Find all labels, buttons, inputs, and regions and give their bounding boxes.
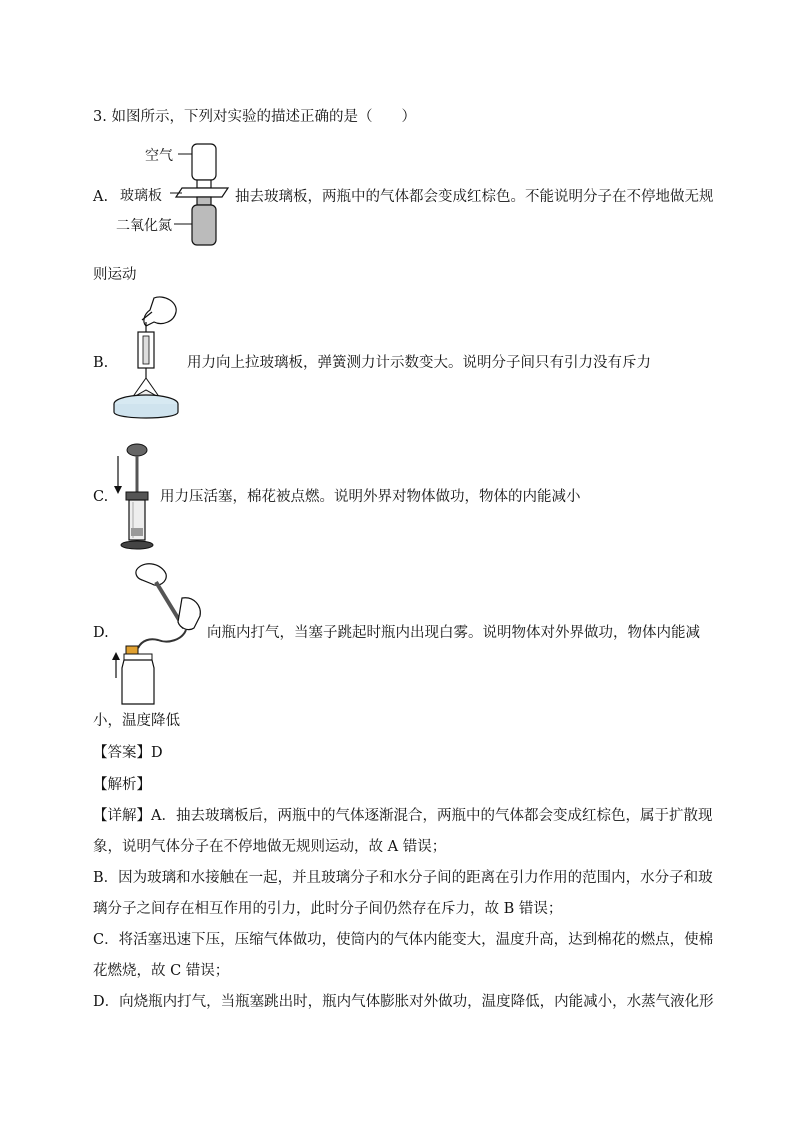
analysis-title: 【解析】	[93, 777, 151, 793]
analysis-line-1: 【详解】A．抽去玻璃板后，两瓶中的气体逐渐混合，两瓶中的气体都会变成红棕色，属于扩散现	[93, 808, 713, 824]
option-b-text: 用力向上拉玻璃板，弹簧测力计示数变大。说明分子间只有引力没有斥力	[187, 355, 651, 371]
option-d-text-line2: 小，温度降低	[93, 713, 180, 729]
answer: 【答案】D	[93, 745, 163, 761]
analysis-line-4: 璃分子之间存在相互作用的引力，此时分子间仍然存在斥力，故 B 错误；	[93, 901, 563, 917]
spring-scale-figure	[112, 292, 184, 430]
piston-cylinder-figure	[112, 442, 158, 552]
option-d-text-line1: 向瓶内打气，当塞子跳起时瓶内出现白雾。说明物体对外界做功，物体内能减	[207, 625, 700, 641]
question-stem: 3. 如图所示，下列对实验的描述正确的是（ ）	[93, 109, 416, 125]
pump-bottle-figure	[112, 558, 206, 710]
option-d-letter: D.	[93, 625, 109, 641]
option-c-text: 用力压活塞，棉花被点燃。说明外界对物体做功，物体的内能减小	[160, 489, 581, 505]
analysis-line-3: B．因为玻璃和水接触在一起，并且玻璃分子和水分子间的距离在引力作用的范围内，水分子和玻	[93, 870, 713, 886]
analysis-line-6: 花燃烧，故 C 错误；	[93, 963, 230, 979]
option-a-letter: A.	[93, 189, 109, 205]
label-glass-plate: 玻璃板	[120, 188, 162, 204]
analysis-line-2: 象，说明气体分子在不停地做无规则运动，故 A 错误；	[93, 839, 447, 855]
diffusion-bottles-figure	[170, 140, 234, 250]
label-no2: 二氧化氮	[116, 218, 172, 234]
option-b-letter: B.	[93, 355, 109, 371]
analysis-line-5: C．将活塞迅速下压，压缩气体做功，使筒内的气体内能变大，温度升高，达到棉花的燃点，使棉	[93, 932, 714, 948]
analysis-line-7: D．向烧瓶内打气，当瓶塞跳出时，瓶内气体膨胀对外做功，温度降低，内能减小，水蒸气液化形	[93, 994, 714, 1010]
label-air: 空气	[145, 148, 173, 164]
option-a-text-line2: 则运动	[93, 267, 137, 283]
option-a-text-line1: 抽去玻璃板，两瓶中的气体都会变成红棕色。不能说明分子在不停地做无规	[235, 189, 714, 205]
option-c-letter: C.	[93, 489, 109, 505]
